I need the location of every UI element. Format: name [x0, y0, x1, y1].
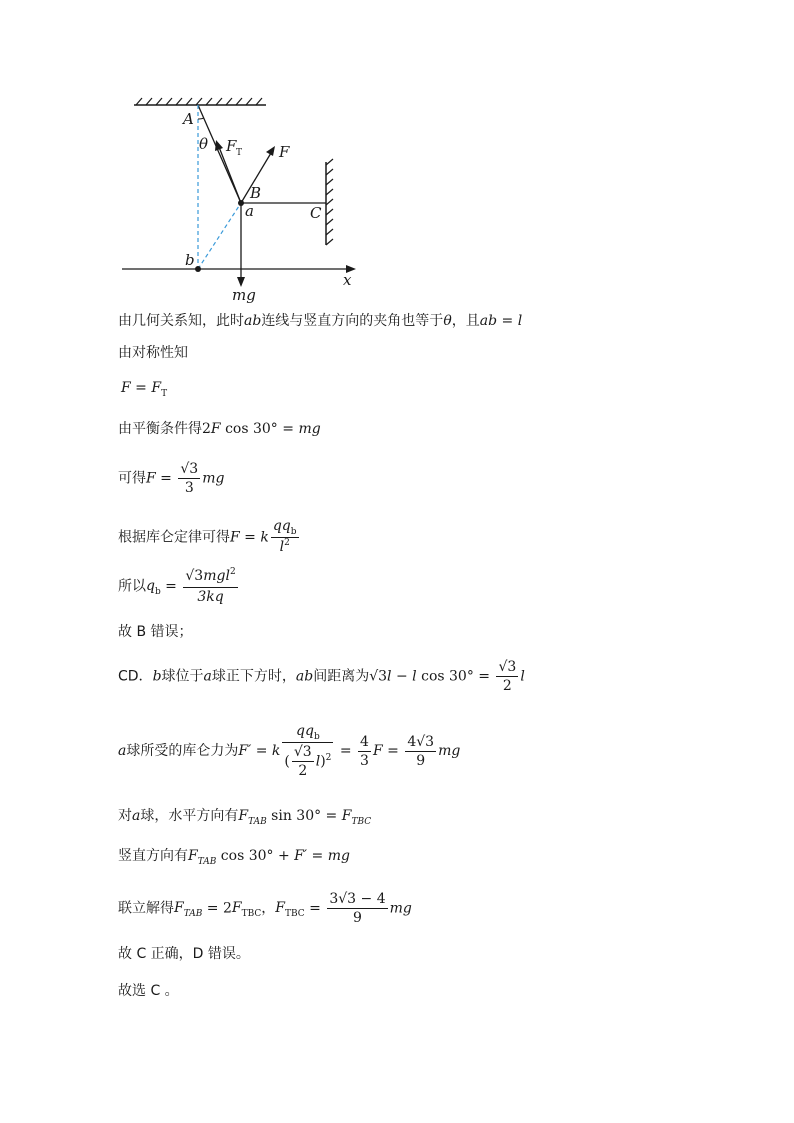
text-line-14 — [118, 944, 250, 964]
math: = — [155, 470, 177, 487]
math: F — [341, 808, 352, 824]
math: F′ — [294, 848, 308, 864]
text-line-2 — [118, 343, 188, 363]
math: F′ — [238, 743, 252, 759]
math-sub: TBC — [285, 908, 305, 919]
wall-hatch — [326, 159, 333, 245]
label-F: F — [279, 143, 290, 161]
text: 竖直方向有 — [118, 848, 188, 864]
text-line-4 — [118, 419, 321, 439]
math: 9 — [353, 910, 362, 926]
text-line-5 — [118, 460, 224, 497]
text: 故 B 错误； — [118, 624, 193, 640]
ft-arrowhead — [215, 140, 223, 151]
math: a — [132, 808, 141, 824]
text-line-12 — [118, 846, 350, 868]
text: 由几何关系知，此时 — [118, 313, 244, 329]
label-FT-sub: T — [236, 148, 243, 158]
math-sub: b — [313, 732, 320, 742]
math: 4 — [407, 733, 417, 750]
text: 对 — [118, 808, 132, 824]
math: F — [275, 899, 285, 916]
math: 3 — [189, 461, 199, 477]
math-sup: 2 — [284, 538, 290, 548]
math: F — [188, 848, 198, 864]
math: b — [152, 668, 162, 685]
math: F — [231, 899, 242, 916]
math: l — [279, 539, 285, 555]
math: F — [230, 529, 240, 546]
text: 由平衡条件得 — [118, 421, 202, 437]
text-line-10 — [118, 722, 460, 780]
math-sub: b — [154, 586, 161, 597]
math: 3 — [507, 659, 517, 675]
ball-a — [238, 200, 244, 206]
math: 3 — [347, 891, 357, 907]
math-sup: 2 — [325, 752, 332, 763]
math: θ — [443, 313, 452, 329]
math: 3 — [378, 668, 388, 685]
ceiling-hatch — [136, 98, 262, 105]
text: 球正下方时， — [211, 668, 296, 685]
math: = — [239, 529, 261, 546]
text: 根据库仑定律可得 — [118, 529, 230, 546]
label-A: A — [183, 110, 194, 128]
math: mg — [389, 900, 412, 917]
math: l — [520, 668, 525, 685]
label-x: x — [343, 271, 352, 289]
label-FT: F — [226, 137, 237, 155]
text: 所以 — [118, 578, 146, 595]
math: F — [210, 421, 221, 437]
math: 9 — [416, 752, 426, 769]
label-a: a — [245, 202, 254, 220]
math: 3 — [302, 744, 312, 760]
fraction — [271, 517, 299, 558]
theta-arc — [198, 118, 204, 119]
math: F — [174, 899, 184, 916]
math: l — [387, 668, 392, 685]
label-b: b — [185, 251, 195, 269]
math: mgl — [203, 568, 230, 584]
text-line-11 — [118, 806, 371, 828]
text-line-3 — [121, 378, 167, 400]
math: F — [238, 808, 249, 824]
math: = — [497, 313, 518, 329]
math: ) — [320, 753, 326, 770]
fraction: $\frac{√3}{3}$ — [180, 461, 199, 496]
label-theta: θ — [199, 135, 209, 153]
math: = — [307, 848, 328, 864]
text: CD． — [118, 668, 153, 685]
math: k — [260, 529, 269, 546]
math: F — [146, 470, 156, 487]
ball-b — [195, 266, 201, 272]
label-mg: mg — [232, 286, 256, 304]
f-arrowhead — [266, 146, 275, 156]
math: k — [271, 743, 281, 759]
math: = — [130, 380, 152, 396]
fraction: $qq_b$ ( $\frac{√3}{2}$ l)$^2$ — [284, 723, 332, 779]
math: qq — [272, 518, 291, 534]
fraction — [358, 733, 371, 770]
math: 4 — [360, 733, 369, 750]
math: 2 — [502, 678, 512, 694]
fraction: $\frac{4√3}{9}$ — [407, 733, 435, 769]
math: cos 30° + — [216, 848, 295, 864]
text-line-8 — [118, 622, 193, 642]
fraction: $\frac{√3}{2}$ — [498, 659, 517, 694]
text: ， — [261, 900, 276, 917]
math: cos 30° = — [220, 421, 299, 437]
math: ab — [244, 313, 262, 329]
math: 3 — [425, 733, 435, 750]
text: 可得 — [118, 470, 146, 487]
text: 球，水平方向有 — [140, 808, 239, 824]
text-line-15 — [118, 981, 179, 1001]
math: ( — [284, 753, 290, 770]
text: 球位于 — [161, 668, 204, 685]
math: F — [372, 743, 383, 759]
ab-dashed — [198, 203, 241, 269]
text-line-7 — [118, 567, 240, 606]
math: a — [118, 743, 127, 759]
math: 3 — [329, 891, 339, 907]
text: 间距离为 — [313, 668, 370, 685]
math: = — [335, 743, 357, 759]
math: − 4 — [356, 891, 386, 907]
math: 3 — [184, 480, 194, 496]
label-C: C — [310, 204, 322, 222]
math-sub: TAB — [197, 857, 217, 867]
force-diagram — [110, 85, 370, 310]
text: 联立解得 — [118, 900, 174, 917]
math: l — [315, 753, 321, 770]
math: 3kq — [197, 589, 224, 605]
math-sub: T — [161, 389, 168, 399]
text: 由对称性知 — [118, 345, 188, 361]
math: l — [412, 668, 417, 685]
text: ，且 — [451, 313, 480, 329]
text-line-13 — [118, 890, 412, 927]
math: mg — [202, 470, 225, 487]
text: 连线与竖直方向的夹角也等于 — [261, 313, 444, 329]
math: cos 30° = — [416, 668, 495, 685]
math: = — [160, 578, 182, 595]
math-sub: b — [290, 527, 297, 537]
math: 3 — [360, 752, 369, 769]
text: 故选 C 。 — [118, 983, 179, 999]
text-line-6 — [118, 517, 301, 558]
math-sub: TAB — [183, 908, 203, 919]
math: a — [203, 668, 212, 685]
text: 故 C 正确，D 错误。 — [118, 946, 250, 962]
math: ab — [479, 313, 498, 329]
math: = 2 — [202, 900, 232, 917]
math: − — [391, 668, 413, 685]
text: 球所受的库仑力为 — [126, 743, 239, 759]
math: = — [251, 743, 272, 759]
math: ab — [295, 668, 314, 685]
text-line-1 — [118, 311, 522, 331]
fraction: $\frac{√3mgl^2}{3kq}$ — [185, 567, 236, 605]
math-sub: TBC — [351, 817, 372, 827]
math: = — [382, 743, 404, 759]
math-sup: 2 — [229, 567, 236, 577]
math: 2 — [202, 421, 211, 437]
math: sin 30° = — [266, 808, 342, 824]
math-sub: TBC — [241, 908, 262, 919]
math: F — [121, 380, 131, 396]
math: = — [304, 900, 326, 917]
math: 3 — [194, 568, 204, 584]
math: qq — [296, 723, 314, 739]
label-B: B — [250, 184, 262, 202]
math: mg — [327, 848, 350, 864]
fraction: $\frac{3√3 - 4}{9}$ — [329, 891, 386, 926]
math: l — [517, 313, 523, 329]
math: q — [146, 577, 155, 594]
math: F — [151, 380, 162, 396]
math: mg — [438, 743, 461, 759]
math: mg — [298, 421, 321, 437]
math-sub: TAB — [248, 817, 267, 827]
math: 2 — [298, 763, 308, 779]
text-line-9: CD．b球位于a球正下方时，ab间距离为√3l − l cos 30° = $\frac{√3}{2}$ l — [118, 659, 525, 694]
